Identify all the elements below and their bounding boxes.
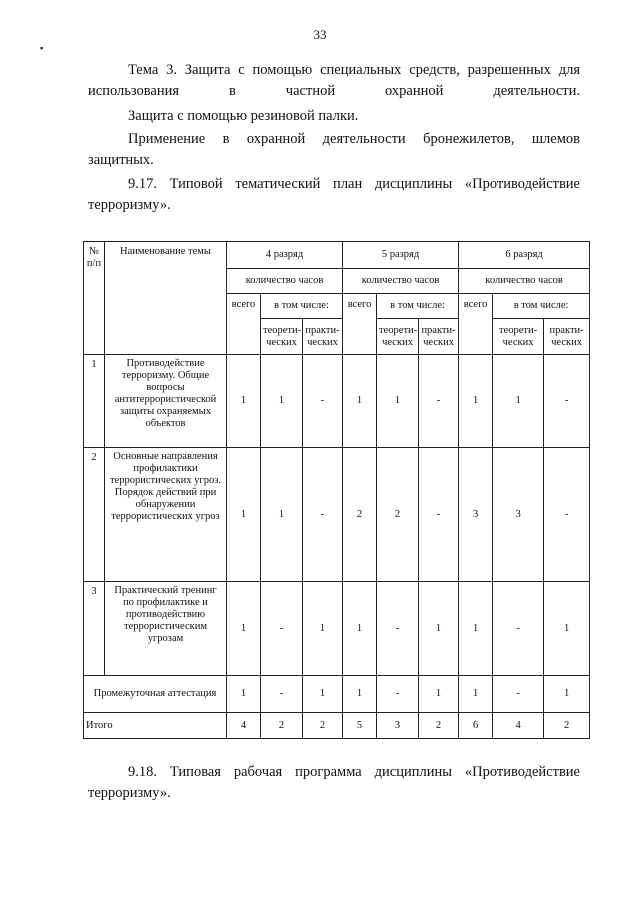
cell-g6-theory: - xyxy=(493,582,544,676)
attestation-label: Промежуточная аттестация xyxy=(84,676,227,713)
header-theory-5: теорети-ческих xyxy=(377,319,419,355)
header-grade-6: 6 разряд xyxy=(459,242,590,269)
header-hours-4: количество часов xyxy=(227,269,343,294)
row-topic: Основные направления профилактики террористических угроз. Порядок действий при обнаружении террористических угроз xyxy=(105,448,227,582)
cell-g6-total: 1 xyxy=(459,355,493,448)
thematic-plan-table xyxy=(83,241,590,739)
row-num: 1 xyxy=(84,355,105,448)
cell-g5-theory: 3 xyxy=(377,713,419,739)
cell-g5-practice: 2 xyxy=(419,713,459,739)
attestation-row xyxy=(84,676,590,713)
paragraph-topic-3: Тема 3. Защита с помощью специальных средств, разрешенных для использования в частной охранной деятельности. xyxy=(88,62,580,99)
cell-g4-theory: 2 xyxy=(261,713,303,739)
cell-g5-theory: 2 xyxy=(377,448,419,582)
cell-g4-theory: 1 xyxy=(261,448,303,582)
header-grade-4: 4 разряд xyxy=(227,242,343,269)
cell-g6-practice: 2 xyxy=(544,713,590,739)
cell-g5-practice: - xyxy=(419,355,459,448)
header-name: Наименование темы xyxy=(105,242,227,355)
header-practice-4: практи-ческих xyxy=(303,319,343,355)
cell-g5-practice: 1 xyxy=(419,676,459,713)
total-label: Итого xyxy=(84,713,227,739)
header-num: № п/п xyxy=(84,242,105,355)
row-topic: Практический тренинг по профилактике и противодействию террористическим угрозам xyxy=(105,582,227,676)
header-including-4: в том числе: xyxy=(261,294,343,319)
cell-g4-practice: 1 xyxy=(303,676,343,713)
header-hours-5: количество часов xyxy=(343,269,459,294)
header-practice-5: практи-ческих xyxy=(419,319,459,355)
cell-g5-total: 5 xyxy=(343,713,377,739)
header-total-4: всего xyxy=(227,294,261,355)
cell-g5-practice: 1 xyxy=(419,582,459,676)
cell-g4-total: 1 xyxy=(227,676,261,713)
cell-g4-total: 4 xyxy=(227,713,261,739)
header-total-5: всего xyxy=(343,294,377,355)
cell-g6-practice: - xyxy=(544,448,590,582)
cell-g5-total: 2 xyxy=(343,448,377,582)
row-num: 2 xyxy=(84,448,105,582)
header-theory-4: теорети-ческих xyxy=(261,319,303,355)
header-including-6: в том числе: xyxy=(493,294,590,319)
table-row xyxy=(84,448,590,582)
cell-g5-total: 1 xyxy=(343,355,377,448)
total-row xyxy=(84,713,590,739)
cell-g6-theory: 1 xyxy=(493,355,544,448)
paragraph-9-17: 9.17. Типовой тематический план дисциплины «Противодействие терроризму». xyxy=(88,176,580,213)
cell-g6-practice: 1 xyxy=(544,582,590,676)
cell-g6-practice: 1 xyxy=(544,676,590,713)
table-row xyxy=(84,582,590,676)
cell-g6-total: 1 xyxy=(459,676,493,713)
row-num: 3 xyxy=(84,582,105,676)
cell-g5-theory: - xyxy=(377,582,419,676)
header-hours-6: количество часов xyxy=(459,269,590,294)
header-row-grades xyxy=(84,242,590,269)
cell-g6-total: 6 xyxy=(459,713,493,739)
cell-g6-theory: 3 xyxy=(493,448,544,582)
row-topic: Противодействие терроризму. Общие вопросы антитеррористической защиты охраняемых объектов xyxy=(105,355,227,448)
cell-g5-total: 1 xyxy=(343,676,377,713)
cell-g4-total: 1 xyxy=(227,355,261,448)
cell-g6-theory: 4 xyxy=(493,713,544,739)
header-total-6: всего xyxy=(459,294,493,355)
header-practice-6: практи-ческих xyxy=(544,319,590,355)
cell-g4-practice: 1 xyxy=(303,582,343,676)
cell-g4-total: 1 xyxy=(227,582,261,676)
header-theory-6: теорети-ческих xyxy=(493,319,544,355)
cell-g4-practice: - xyxy=(303,355,343,448)
cell-g4-theory: - xyxy=(261,582,303,676)
cell-g6-practice: - xyxy=(544,355,590,448)
cell-g5-theory: - xyxy=(377,676,419,713)
header-grade-5: 5 разряд xyxy=(343,242,459,269)
paragraph-baton: Защита с помощью резиновой палки. xyxy=(128,108,359,124)
cell-g6-total: 1 xyxy=(459,582,493,676)
cell-g6-theory: - xyxy=(493,676,544,713)
cell-g4-theory: 1 xyxy=(261,355,303,448)
cell-g4-theory: - xyxy=(261,676,303,713)
paragraph-9-18: 9.18. Типовая рабочая программа дисциплины «Противодействие терроризму». xyxy=(88,764,580,801)
cell-g6-total: 3 xyxy=(459,448,493,582)
cell-g4-practice: - xyxy=(303,448,343,582)
page-number: 33 xyxy=(313,27,327,42)
cell-g4-practice: 2 xyxy=(303,713,343,739)
cell-g5-total: 1 xyxy=(343,582,377,676)
table-row xyxy=(84,355,590,448)
paragraph-body-armor: Применение в охранной деятельности бронежилетов, шлемов защитных. xyxy=(88,131,580,168)
margin-mark: ▪ xyxy=(40,43,44,53)
cell-g5-theory: 1 xyxy=(377,355,419,448)
header-including-5: в том числе: xyxy=(377,294,459,319)
cell-g5-practice: - xyxy=(419,448,459,582)
cell-g4-total: 1 xyxy=(227,448,261,582)
